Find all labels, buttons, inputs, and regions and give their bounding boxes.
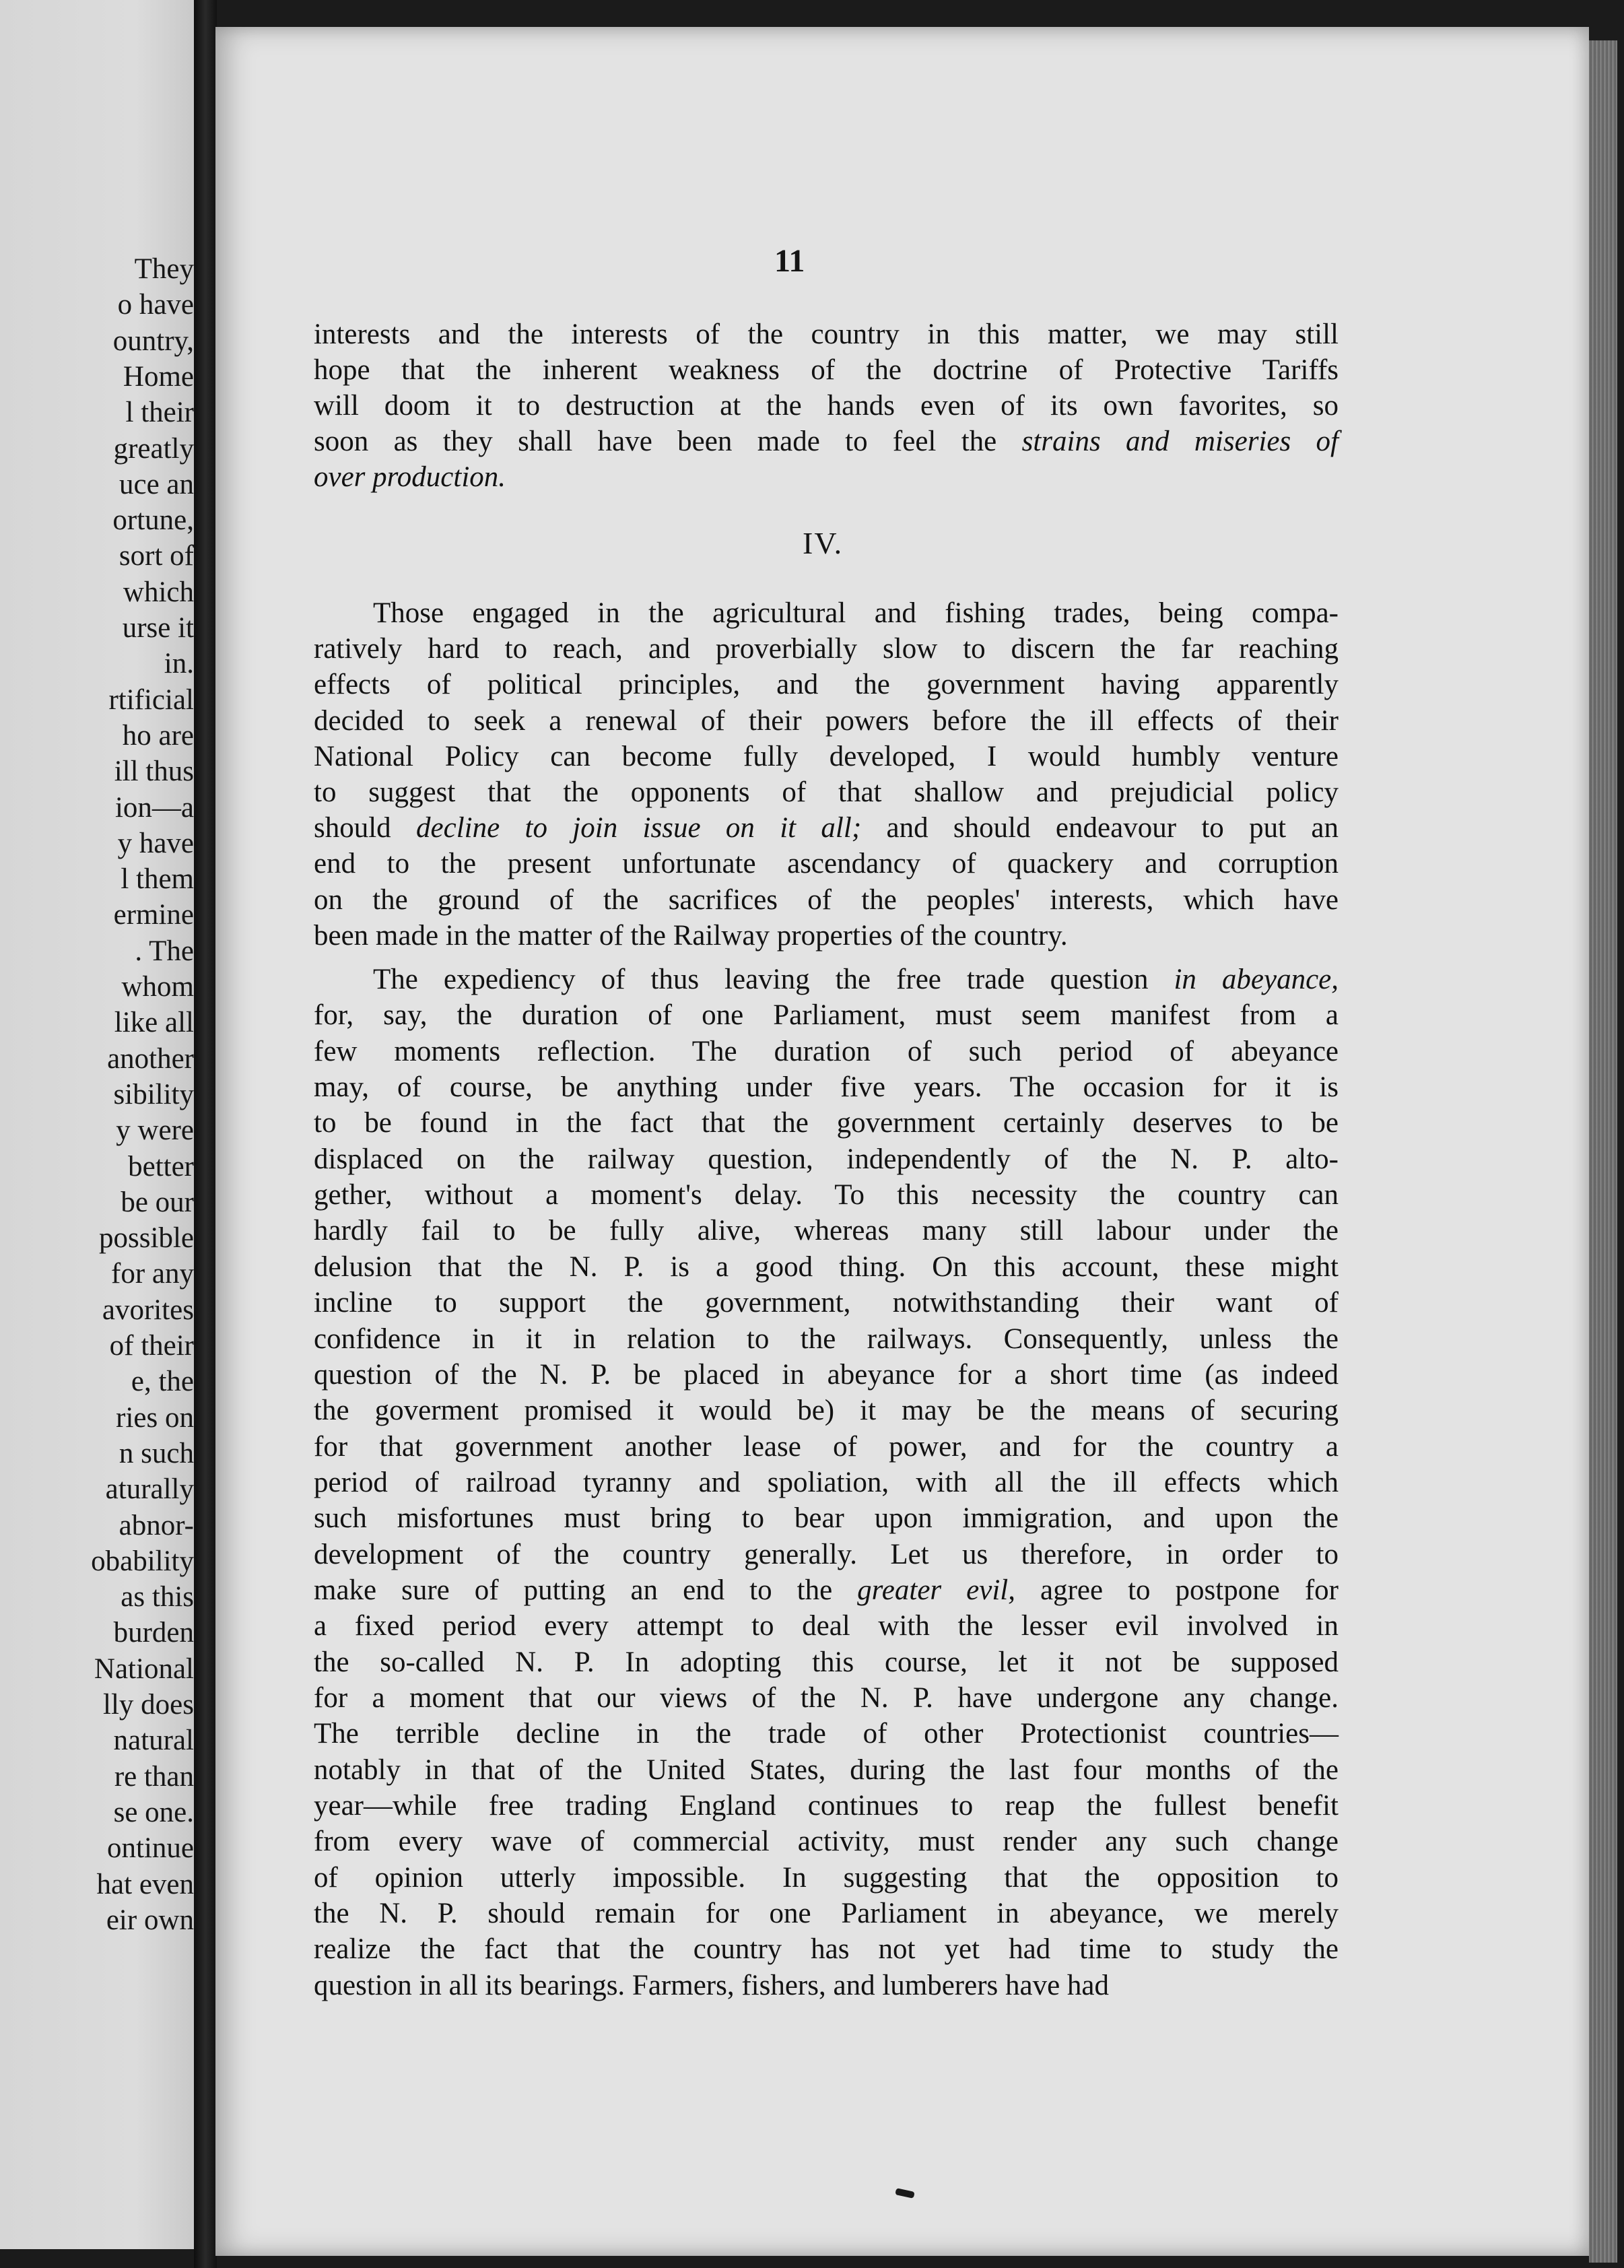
- left-page-fragment: rtificial: [108, 683, 194, 716]
- text-line: [314, 597, 1339, 630]
- left-page-fragment: ortune,: [112, 504, 194, 537]
- text-line: [314, 1430, 1339, 1464]
- page-number: 11: [774, 243, 805, 279]
- text-span: realize the fact that the country has not yet had time to study the: [314, 1933, 1339, 1966]
- left-page-fragment: o have: [117, 289, 194, 321]
- text-line: [314, 1861, 1339, 1895]
- text-line: [314, 919, 1339, 953]
- left-page-fragment: abnor-: [119, 1509, 194, 1541]
- text-span: ratively hard to reach, and proverbially slow to discern the far reaching: [314, 633, 1339, 665]
- left-page-fragment: National: [94, 1653, 194, 1685]
- text-span: decided to seek a renewal of their powers before the ill effects of their: [314, 704, 1339, 737]
- text-span: delusion that the N. P. is a good thing. On this account, these might: [314, 1250, 1339, 1283]
- text-line: [314, 1717, 1339, 1751]
- text-span: will doom it to destruction at the hands even of its own favorites, so: [314, 390, 1339, 422]
- left-page-fragment: burden: [113, 1617, 194, 1649]
- text-span: for, say, the duration of one Parliament, must seem manifest from a: [314, 999, 1339, 1032]
- text-span: to be found in the fact that the government certainly deserves to be: [314, 1107, 1339, 1139]
- text-span: soon as they shall have been made to feel the: [314, 426, 1022, 457]
- left-page-fragment: n such: [119, 1437, 194, 1469]
- left-page-fragment: which: [123, 576, 194, 608]
- text-span: end to the present unfortunate ascendancy of quackery and corruption: [314, 848, 1339, 880]
- text-span: may, of course, be anything under five years. The occasion for it is: [314, 1071, 1339, 1104]
- italic-text: in abeyance,: [1174, 964, 1339, 995]
- text-span: the so-called N. P. In adopting this course, let it not be supposed: [314, 1646, 1339, 1678]
- left-page-fragment: sort of: [119, 540, 194, 572]
- left-page-fragment: l them: [121, 863, 194, 896]
- left-page-fragment: greatly: [113, 432, 194, 465]
- text-line: [314, 1502, 1339, 1535]
- text-line: [314, 811, 1339, 845]
- text-line: [314, 668, 1339, 702]
- left-page-fragment: y were: [116, 1114, 194, 1147]
- left-page-fragment: They: [134, 253, 194, 285]
- left-page-fragment: ion—a: [114, 791, 194, 824]
- left-page-fragment: whom: [121, 971, 194, 1003]
- text-line: [314, 1681, 1339, 1715]
- text-line: [314, 1358, 1339, 1392]
- text-line: [314, 632, 1339, 666]
- text-span: The terrible decline in the trade of other Protectionist countries—: [314, 1718, 1339, 1750]
- section-heading: IV.: [803, 526, 844, 560]
- left-page-fragment: be our: [121, 1186, 194, 1218]
- text-span: should: [314, 812, 417, 844]
- text-span: few moments reflection. The duration of such period of abeyance: [314, 1035, 1339, 1067]
- text-span: been made in the matter of the Railway properties of the country.: [314, 919, 1068, 952]
- text-span: to suggest that the opponents of that shallow and prejudicial policy: [314, 776, 1339, 808]
- left-page-fragment: hat even: [96, 1868, 194, 1900]
- text-span: notably in that of the United States, during the last four months of the: [314, 1754, 1339, 1786]
- text-span: Those engaged in the agricultural and fishing trades, being compa-: [373, 597, 1339, 629]
- text-line: [314, 704, 1339, 738]
- italic-text: strains and miseries of: [1021, 426, 1339, 457]
- left-page-fragment: possible: [99, 1222, 194, 1255]
- text-line: [314, 1466, 1339, 1500]
- left-page-fragment: better: [128, 1150, 194, 1182]
- text-line: [314, 1574, 1339, 1607]
- left-page-fragment: ill thus: [114, 756, 194, 788]
- text-line: [314, 425, 1339, 459]
- left-page-fragment: sibility: [113, 1078, 194, 1110]
- left-page-fragment: eir own: [106, 1904, 194, 1936]
- text-span: for a moment that our views of the N. P. have undergone any change.: [314, 1682, 1339, 1714]
- left-page-fragment: Home: [123, 360, 194, 393]
- text-span: gether, without a moment's delay. To this necessity the country can: [314, 1179, 1339, 1211]
- left-page-fragment: ontinue: [107, 1832, 194, 1865]
- left-page-fragment: in.: [164, 648, 194, 680]
- left-facing-page: [0, 0, 194, 2249]
- left-page-fragment: aturally: [105, 1473, 194, 1506]
- text-span: such misfortunes must bring to bear upon immigration, and upon the: [314, 1502, 1339, 1535]
- left-page-fragment: urse it: [122, 612, 194, 644]
- text-line: [314, 883, 1339, 917]
- text-line: [314, 1178, 1339, 1212]
- left-page-fragment: as this: [121, 1581, 194, 1613]
- text-span: a fixed period every attempt to deal with the lesser evil involved in: [314, 1610, 1339, 1642]
- text-span: year—while free trading England continues to reap the fullest benefit: [314, 1790, 1339, 1822]
- left-page-fragment: lly does: [103, 1689, 194, 1721]
- text-line: [314, 999, 1339, 1032]
- text-span: agree to postpone for: [1015, 1574, 1339, 1606]
- text-span: question of the N. P. be placed in abeyance for a short time (as indeed: [314, 1358, 1339, 1391]
- left-page-fragment: ho are: [122, 719, 194, 752]
- text-span: effects of political principles, and the government having apparently: [314, 669, 1339, 701]
- text-line: [314, 1538, 1339, 1572]
- text-line: [314, 1754, 1339, 1787]
- italic-text: greater evil,: [857, 1574, 1015, 1606]
- left-page-fragment: ries on: [116, 1401, 194, 1434]
- left-page-fragment: ermine: [113, 899, 194, 931]
- left-page-fragment: another: [107, 1042, 194, 1075]
- text-span: hope that the inherent weakness of the doctrine of Protective Tariffs: [314, 354, 1339, 386]
- text-span: development of the country generally. Let us therefore, in order to: [314, 1538, 1339, 1570]
- left-page-fragment: l their: [125, 397, 194, 429]
- text-span: of opinion utterly impossible. In suggesting that the opposition to: [314, 1861, 1339, 1894]
- text-span: from every wave of commercial activity, must render any such change: [314, 1826, 1339, 1858]
- text-line: [314, 1035, 1339, 1069]
- text-span: The expediency of thus leaving the free trade question: [373, 964, 1174, 995]
- text-line: [314, 1106, 1339, 1140]
- left-page-fragment: like all: [114, 1007, 194, 1039]
- text-line: [314, 461, 1339, 494]
- text-span: hardly fail to be fully alive, whereas many still labour under the: [314, 1215, 1339, 1247]
- text-span: make sure of putting an end to the: [314, 1574, 858, 1606]
- book-gutter: [194, 0, 217, 2268]
- text-line: [314, 1214, 1339, 1248]
- page-edges: [1589, 40, 1617, 2263]
- left-page-fragment: se one.: [113, 1796, 194, 1828]
- italic-text: over production.: [314, 461, 506, 493]
- left-page-fragment: natural: [113, 1725, 194, 1757]
- left-page-fragment: e, the: [131, 1366, 194, 1398]
- text-line: [314, 389, 1339, 423]
- left-page-fragment: ountry,: [112, 325, 194, 357]
- left-page-fragment: . The: [135, 935, 194, 967]
- left-page-fragment: obability: [91, 1545, 194, 1577]
- text-line: [314, 1933, 1339, 1966]
- left-page-fragment: uce an: [119, 468, 194, 500]
- italic-text: decline to join issue on it all;: [416, 812, 862, 844]
- text-line: [314, 1394, 1339, 1428]
- text-span: displaced on the railway question, independently of the N. P. alto-: [314, 1143, 1339, 1175]
- left-page-fragment: re than: [114, 1760, 194, 1793]
- text-line: [314, 1646, 1339, 1679]
- text-span: incline to support the government, notwithstanding their want of: [314, 1287, 1339, 1319]
- text-line: [314, 1071, 1339, 1104]
- left-page-fragment: for any: [111, 1258, 194, 1290]
- text-line: [314, 1789, 1339, 1823]
- text-span: interests and the interests of the country in this matter, we may still: [314, 319, 1339, 350]
- text-line: [314, 1969, 1339, 2003]
- text-span: National Policy can become fully developed, I would humbly venture: [314, 740, 1339, 772]
- text-span: period of railroad tyranny and spoliation, with all the ill effects which: [314, 1466, 1339, 1498]
- text-line: [314, 1286, 1339, 1320]
- text-span: on the ground of the sacrifices of the peoples' interests, which have: [314, 883, 1339, 916]
- text-line: [314, 354, 1339, 387]
- left-page-fragment: of their: [109, 1330, 194, 1362]
- text-line: [314, 1323, 1339, 1356]
- text-span: for that government another lease of power, and for the country a: [314, 1430, 1339, 1463]
- text-line: [314, 318, 1339, 352]
- text-line: [314, 740, 1339, 774]
- text-span: and should endeavour to put an: [861, 812, 1339, 844]
- text-line: [314, 1897, 1339, 1931]
- text-line: [314, 1143, 1339, 1176]
- left-page-fragment: avorites: [102, 1294, 194, 1326]
- text-span: the N. P. should remain for one Parliament in abeyance, we merely: [314, 1898, 1339, 1930]
- text-span: question in all its bearings. Farmers, fishers, and lumberers have had: [314, 1969, 1110, 2001]
- left-page-fragment: y have: [117, 827, 194, 859]
- text-line: [314, 1825, 1339, 1859]
- text-line: [314, 847, 1339, 881]
- text-span: the goverment promised it would be) it may be the means of securing: [314, 1395, 1339, 1427]
- text-line: [314, 963, 1339, 997]
- text-line: [314, 1609, 1339, 1643]
- text-line: [314, 776, 1339, 809]
- text-line: [314, 1250, 1339, 1284]
- text-span: confidence in it in relation to the railways. Consequently, unless the: [314, 1323, 1339, 1355]
